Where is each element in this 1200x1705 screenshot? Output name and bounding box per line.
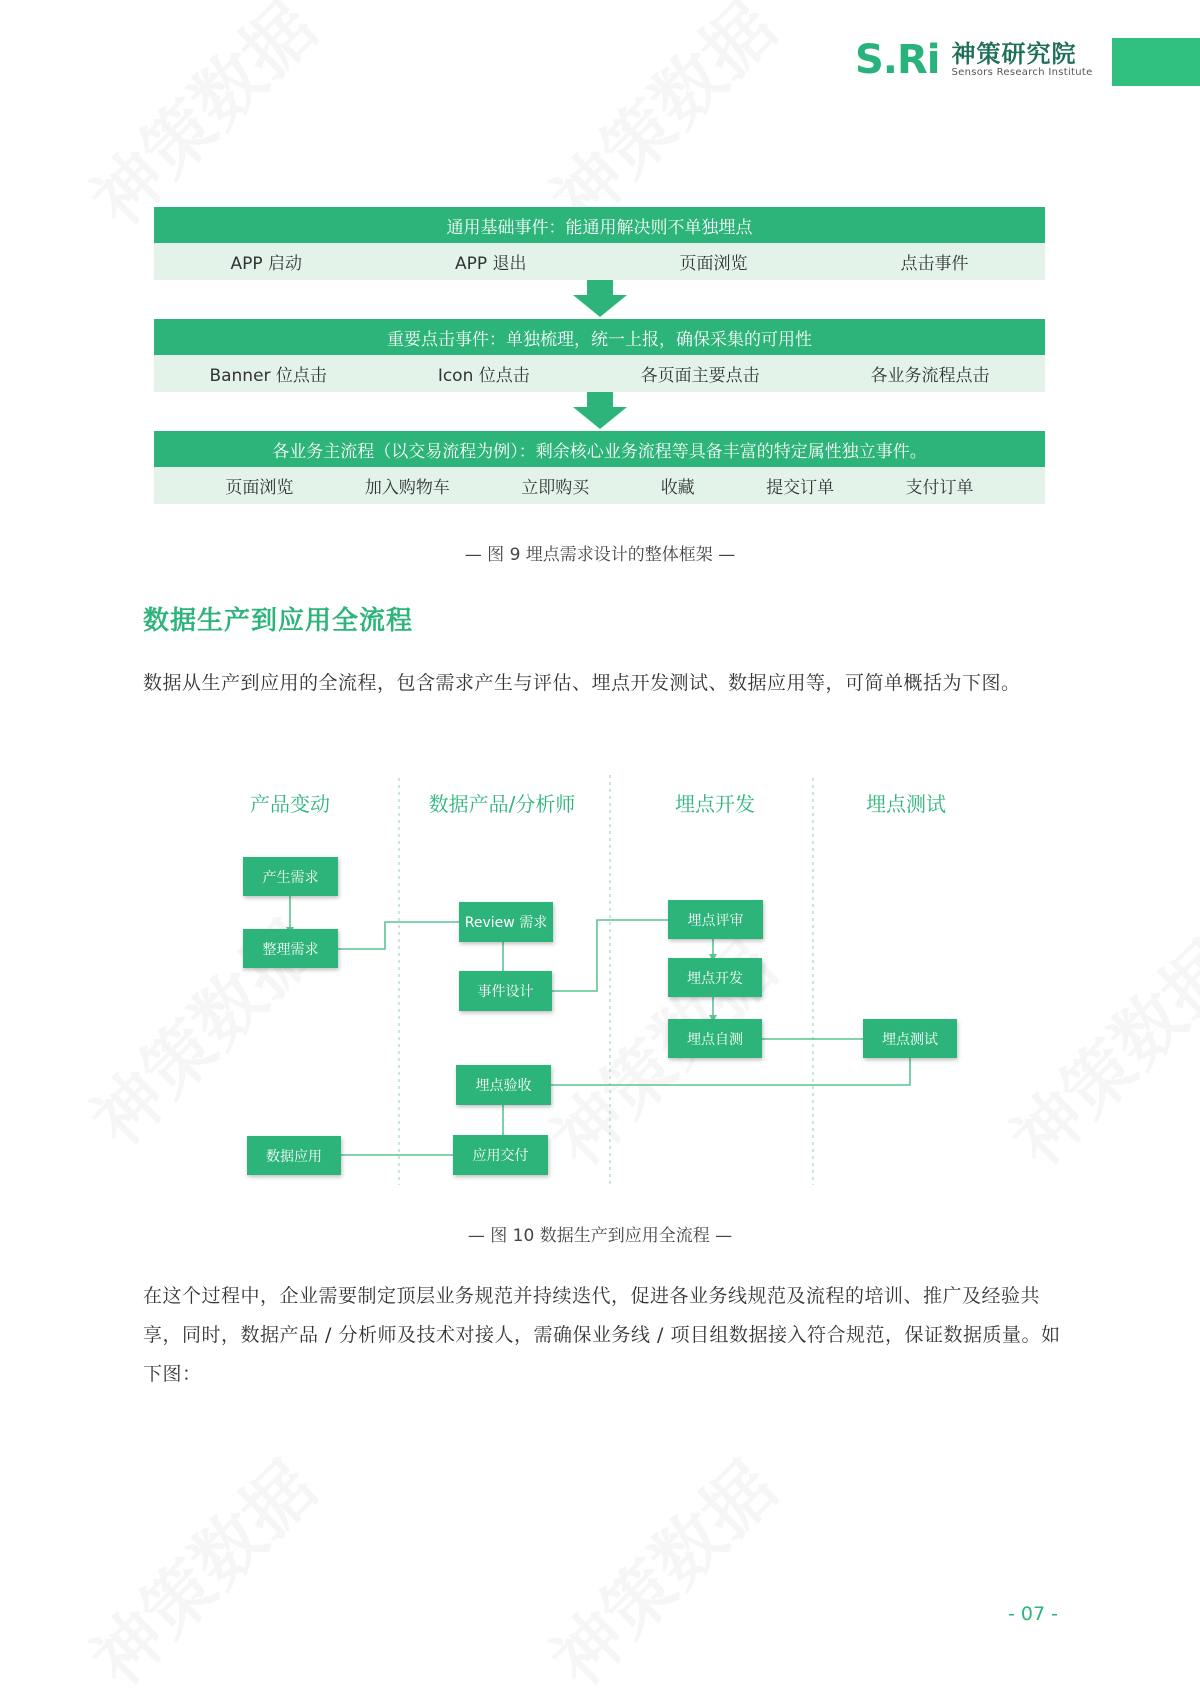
watermark [985,916,1200,1185]
tier-item: 提交订单 [766,478,835,498]
down-arrow-icon [154,280,1045,319]
tier-item: APP 退出 [455,254,527,274]
flow-step-application-delivery: 应用交付 [453,1135,548,1175]
lane-title: 埋点开发 [675,792,755,816]
flow-step-event-design: 事件设计 [459,971,552,1011]
tier-item: Banner 位点击 [209,366,327,386]
tier-items [154,243,1045,280]
logo-text [952,41,1093,79]
flow-step-tracking-development: 埋点开发 [668,958,762,997]
tier-items [154,467,1045,504]
figure-caption: — 图 10 数据生产到应用全流程 — [467,1226,733,1246]
logo-english-name: Sensors Research Institute [951,67,1093,79]
tier-title: 各业务主流程（以交易流程为例）：剩余核心业务流程等具备丰富的特定属性独立事件。 [154,431,1045,467]
tier-title: 通用基础事件：能通用解决则不单独埋点 [154,207,1045,243]
tracking-design-framework [154,207,1045,504]
tier-items [154,355,1045,392]
connector [338,922,459,949]
flow-step-tracking-acceptance: 埋点验收 [456,1065,551,1105]
figure-caption: — 图 9 埋点需求设计的整体框架 — [464,545,736,565]
tier-item: 各页面主要点击 [640,366,760,386]
flow-step-tracking-review: 埋点评审 [668,900,763,939]
flow-step-produce-requirement: 产生需求 [243,857,338,896]
page-number: - 07 - [1008,1603,1058,1625]
tier-item: 收藏 [660,478,695,498]
lane-title: 产品变动 [250,792,330,816]
tier-item: 加入购物车 [364,478,450,498]
tier-item: APP 启动 [230,254,303,274]
watermark [65,1436,334,1705]
connector [552,920,669,991]
flow-step-data-application: 数据应用 [247,1136,341,1175]
connector [551,1058,910,1085]
tier-item: 点击事件 [900,254,969,274]
section-title: 数据生产到应用全流程 [143,606,414,636]
logo-mark: S.Ri [855,37,940,83]
watermark [525,1436,794,1705]
tier-item: 页面浏览 [225,478,294,498]
tier-item: 立即购买 [521,478,590,498]
tier-item: 各业务流程点击 [870,366,990,386]
logo [855,37,1093,83]
flow-step-tracking-selftest: 埋点自测 [668,1019,762,1058]
tier-item: Icon 位点击 [437,366,530,386]
down-arrow-icon [154,392,1045,431]
tier-item: 支付订单 [905,478,974,498]
intro-paragraph: 数据从生产到应用的全流程，包含需求产生与评估、埋点开发测试、数据应用等，可简单概括为下图。 [143,672,1021,694]
tier-item: 页面浏览 [679,254,748,274]
logo-chinese-name: 神策研究院 [951,39,1077,68]
flow-step-organize-requirement: 整理需求 [243,929,338,968]
closing-paragraph: 在这个过程中，企业需要制定顶层业务规范并持续迭代，促进各业务线规范及流程的培训、推广及经验共享，同时，数据产品 / 分析师及技术对接人，需确保业务线 / 项目组数据接入符合规范，保证数据质量。如下图： [143,1285,1061,1385]
flow-step-tracking-test: 埋点测试 [863,1019,957,1058]
flow-step-review-requirement: Review 需求 [459,902,553,942]
lane-title: 埋点测试 [866,792,946,816]
header-accent-tab [1112,38,1200,86]
tier-title: 重要点击事件：单独梳理，统一上报，确保采集的可用性 [154,319,1045,355]
lane-title: 数据产品/分析师 [428,792,576,816]
